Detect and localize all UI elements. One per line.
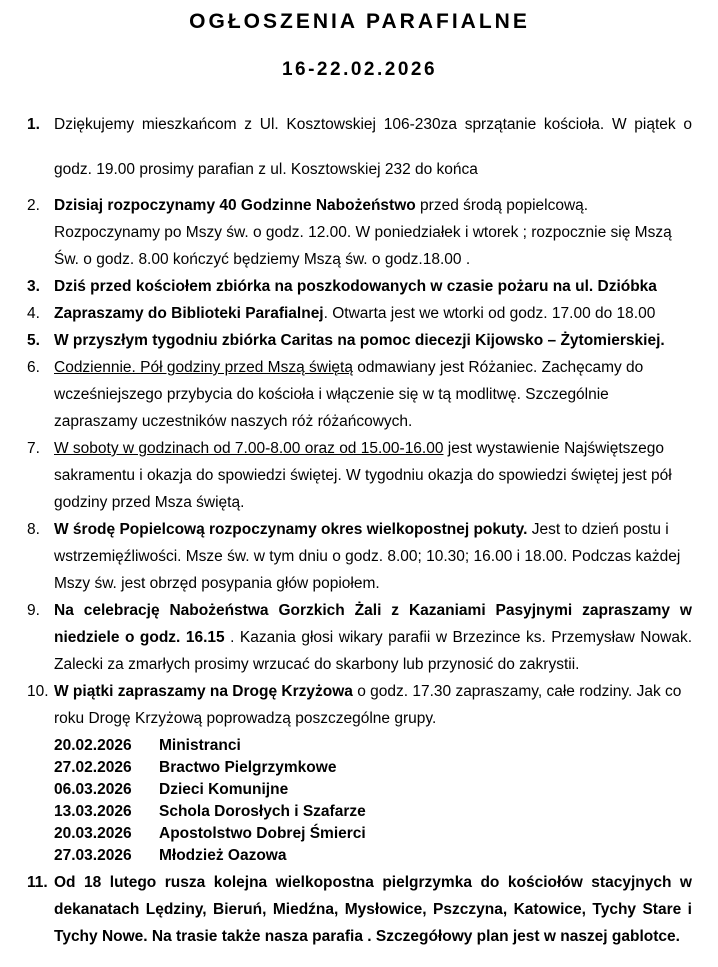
schedule-row <box>54 801 692 823</box>
date-range: 16-22.02.2026 <box>281 59 438 80</box>
item-number: 5. <box>27 332 40 349</box>
schedule-date: 13.03.2026 <box>54 803 132 820</box>
schedule-group: Bractwo Pielgrzymkowe <box>159 759 337 776</box>
announcement-item <box>27 516 692 597</box>
item-text <box>54 327 692 354</box>
item-number: 8. <box>27 521 40 538</box>
text-segment: przed środą popielcową. Rozpoczynamy po Mszy św. o godz. 12.00. W poniedziałek i wtorek ; rozpocznie się Mszą Św. o godz. 8.00 kończyć będziemy Mszą św. o godz.18.00 . <box>54 197 672 268</box>
schedule-row <box>54 757 692 779</box>
schedule-row <box>54 823 692 845</box>
item-text <box>54 678 692 732</box>
item-text <box>54 102 692 192</box>
schedule-date: 20.03.2026 <box>54 825 132 842</box>
item-number: 9. <box>27 602 40 619</box>
text-segment: . Otwarta jest we wtorki od godz. 17.00 do 18.00 <box>323 305 656 322</box>
schedule-row <box>54 845 692 867</box>
schedule-group: Młodzież Oazowa <box>159 847 287 864</box>
schedule-date: 27.02.2026 <box>54 759 132 776</box>
item-number: 4. <box>27 305 40 322</box>
announcement-item <box>27 300 692 327</box>
page-title: OGŁOSZENIA PARAFIALNE <box>189 10 530 33</box>
item-text <box>54 354 692 435</box>
item-text <box>54 273 692 300</box>
text-segment: Dzisiaj rozpoczynamy 40 Godzinne Nabożeństwo <box>54 197 416 214</box>
text-segment: jest wystawienie Najświętszego sakramentu i okazja do spowiedzi świętej. W tygodniu okazja do spowiedzi świętej jest pół godziny przed Msza świętą. <box>54 440 672 511</box>
item-text <box>54 300 692 327</box>
text-segment: W piątki zapraszamy na Drogę Krzyżowa <box>54 683 353 700</box>
schedule-group: Ministranci <box>159 737 241 754</box>
item-number: 6. <box>27 359 40 376</box>
item-text <box>54 435 692 516</box>
text-segment: Jest to dzień postu i wstrzemięźliwości. Msze św. w tym dniu o godz. 8.00; 10.30; 16.00 i 18.00. Podczas każdej Mszy św. jest obrzęd posypania głów popiołem. <box>54 521 681 592</box>
text-segment: W soboty w godzinach od 7.00-8.00 oraz od 15.00-16.00 <box>54 440 444 457</box>
item-number: 7. <box>27 440 40 457</box>
schedule-row <box>54 779 692 801</box>
text-segment: Od 18 lutego rusza kolejna wielkopostna pielgrzymka do kościołów stacyjnych w dekanatach Lędziny, Bieruń, Miedźna, Mysłowice, Pszczyna, Katowice, Tychy Stare i Tychy Nowe. Na trasie także nasza parafia . Szczegółowy plan jest w naszej gablotce. <box>54 874 692 945</box>
schedule-date: 20.02.2026 <box>54 737 132 754</box>
text-segment: Dziękujemy mieszkańcom z Ul. Kosztowskiej 106-230za sprzątanie kościoła. W piątek o godz. 19.00 prosimy parafian z ul. Kosztowskiej 232 do końca <box>54 116 692 178</box>
text-segment: Zapraszamy do Biblioteki Parafialnej <box>54 305 324 322</box>
item-text <box>54 597 692 678</box>
item-number: 1. <box>27 116 40 133</box>
text-segment: Codziennie. Pół godziny przed Mszą świętą <box>54 359 353 376</box>
announcement-item <box>27 869 692 950</box>
schedule-date: 06.03.2026 <box>54 781 132 798</box>
text-segment: Dziś przed kościołem zbiórka na poszkodowanych w czasie pożaru na ul. Dzióbka <box>54 278 657 295</box>
text-segment: . Kazania głosi wikary parafii w Brzezince ks. Przemysław Nowak. Zalecki za zmarłych prosimy wrzucać do skarbony lub przynosić do zakrystii. <box>54 629 692 673</box>
item-text <box>54 516 692 597</box>
text-segment: Na celebrację Nabożeństwa Gorzkich Żali z Kazaniami Pasyjnymi zapraszamy w niedziele o godz. 16.15 <box>54 602 692 646</box>
schedule-group: Apostolstwo Dobrej Śmierci <box>159 825 366 842</box>
announcement-item <box>27 354 692 435</box>
schedule-group: Dzieci Komunijne <box>159 781 289 798</box>
item-number: 10. <box>27 683 49 700</box>
schedule-group: Schola Dorosłych i Szafarze <box>159 803 366 820</box>
text-segment: W środę Popielcową rozpoczynamy okres wielkopostnej pokuty. <box>54 521 528 538</box>
announcement-item <box>27 102 692 192</box>
item-number: 2. <box>27 197 40 214</box>
announcement-item <box>27 192 692 273</box>
item-text <box>54 869 692 950</box>
text-segment: odmawiany jest Różaniec. Zachęcamy do wcześniejszego przybycia do kościoła i włączenie się w tą modlitwę. Szczególnie zapraszamy uczestników naszych róż różańcowych. <box>54 359 644 430</box>
announcement-item <box>27 597 692 678</box>
item-number: 3. <box>27 278 40 295</box>
item-number: 11. <box>27 874 48 891</box>
text-segment: W przyszłym tygodniu zbiórka Caritas na pomoc diecezji Kijowsko – Żytomierskiej. <box>54 332 665 349</box>
schedule-table <box>54 735 692 867</box>
schedule-date: 27.03.2026 <box>54 847 132 864</box>
text-segment: o godz. 17.30 zapraszamy, całe rodziny. Jak co roku Drogę Krzyżową poprowadzą poszczególne grupy. <box>54 683 682 727</box>
announcement-item <box>27 678 692 732</box>
schedule-row <box>54 735 692 757</box>
announcement-item <box>27 273 692 300</box>
announcement-item <box>27 327 692 354</box>
announcement-item <box>27 435 692 516</box>
announcements-list <box>27 102 692 950</box>
item-text <box>54 192 692 273</box>
